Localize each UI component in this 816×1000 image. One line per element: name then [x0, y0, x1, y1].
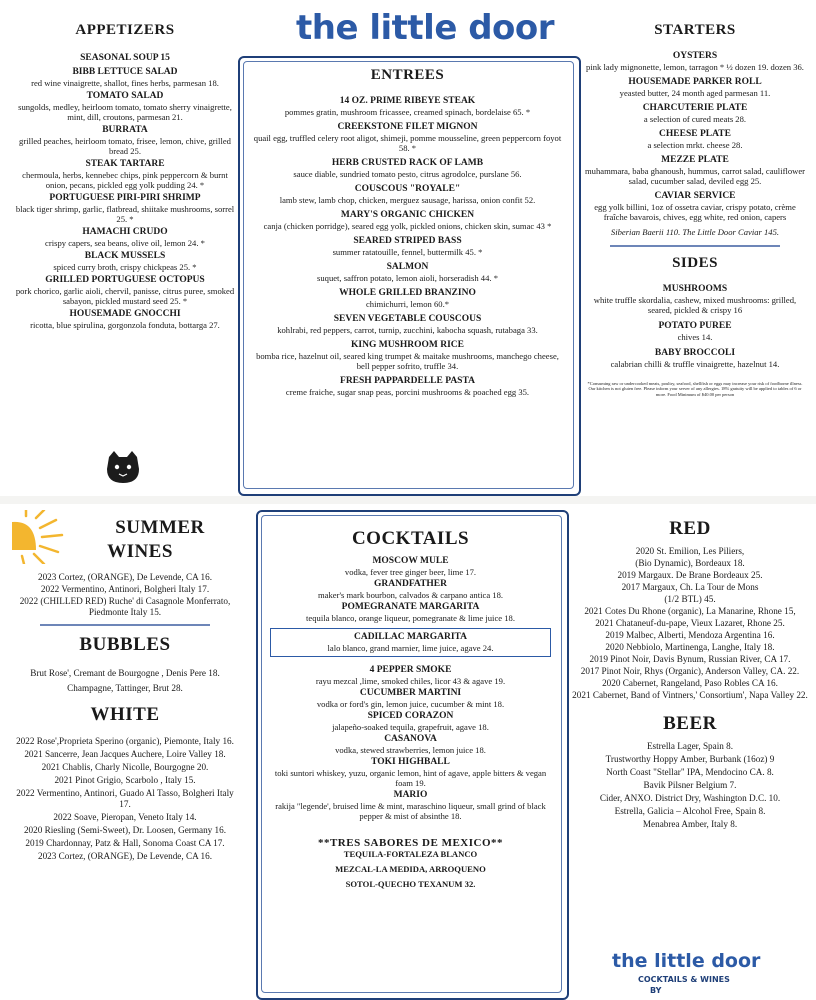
cocktail-item [270, 790, 551, 821]
appetizer-name: TOMATO SALAD [86, 91, 164, 101]
red-wine-item [572, 594, 808, 605]
red-wine-item [572, 570, 808, 581]
appetizer-desc: red wine vinaigrette, shallot, fines herbs, parmesan 18. [31, 78, 219, 88]
summer-wine-item [14, 584, 236, 595]
featured-cocktail-box [270, 628, 551, 657]
appetizer-name: STEAK TARTARE [85, 159, 165, 169]
appetizers-column [14, 22, 236, 333]
starter-item [584, 51, 806, 72]
featured-cocktail-name: CADILLAC MARGARITA [353, 632, 468, 642]
entree-name: COUSCOUS "ROYALE" [354, 184, 461, 194]
summer-wine-line: 2022 (CHILLED RED) Ruche' di Casagnole Monferrato, Piedmonte Italy 15. [19, 596, 231, 617]
beer-item [572, 806, 808, 817]
entree-desc: kohlrabi, red peppers, carrot, turnip, zucchini, kabocha squash, rutabaga 33. [277, 325, 538, 335]
wine-column [14, 516, 236, 864]
white-wine-item [14, 825, 236, 836]
entree-item [250, 210, 565, 231]
entree-name: SEARED STRIPED BASS [353, 236, 462, 246]
beer-line: Menabrea Amber, Italy 8. [642, 819, 738, 829]
red-wine-line: (1/2 BTL) 45. [664, 594, 716, 604]
beer-item [572, 819, 808, 830]
starter-item [584, 77, 806, 98]
starter-name: HOUSEMADE PARKER ROLL [628, 77, 762, 87]
starter-name: OYSTERS [672, 51, 718, 61]
beer-line: Trustworthy Hoppy Amber, Burbank (16oz) 9 [605, 754, 775, 764]
starter-item [584, 155, 806, 186]
cocktail-desc: maker's mark bourbon, calvados & carpano antica 18. [317, 590, 504, 600]
cocktail-name: CASANOVA [384, 734, 437, 744]
restaurant-logo: the little door [296, 8, 555, 48]
white-wine-line: 2021 Chablis, Charly Nicolle, Bourgogne 20. [41, 762, 209, 772]
side-item [584, 348, 806, 369]
entree-item [250, 236, 565, 257]
bubbles-wine-item [14, 683, 236, 694]
cat-icon [104, 449, 142, 485]
starter-desc: Siberian Baerii 110. The Little Door Caviar 145. [610, 227, 780, 237]
starter-item [584, 227, 806, 237]
appetizer-name: SEASONAL SOUP 15 [80, 53, 170, 63]
red-wine-item [572, 678, 808, 689]
entrees-column [250, 67, 565, 402]
tres-sabores-item [270, 879, 551, 889]
cocktail-item [270, 688, 551, 709]
cocktail-desc: rayu mezcal ,lime, smoked chiles, licor 43 & agave 19. [315, 676, 506, 686]
starter-name: CHARCUTERIE PLATE [642, 103, 748, 113]
red-wine-item [572, 666, 808, 677]
beer-line: Estrella Lager, Spain 8. [646, 741, 734, 751]
appetizer-item [14, 275, 236, 306]
summer-wines-title-1: SUMMER [115, 517, 205, 538]
beer-line: Cider, ANXO. District Dry, Washington D.C. 10. [599, 793, 781, 803]
red-wine-line: 2017 Pinot Noir, Rhys (Organic), Anderson Valley, CA. 22. [580, 666, 800, 676]
entree-name: FRESH PAPPARDELLE PASTA [340, 376, 475, 386]
red-wine-line: (Bio Dynamic), Bordeaux 18. [635, 558, 745, 568]
appetizer-desc: grilled peaches, heirloom tomato, frisee, lemon, chive, grilled bread 25. [19, 136, 231, 156]
entree-item [250, 122, 565, 153]
appetizer-name: HOUSEMADE GNOCCHI [69, 309, 181, 319]
starter-item [584, 129, 806, 150]
beer-line: Estrella, Galicia – Alcohol Free, Spain 8. [614, 806, 766, 816]
tres-sabores-line: TEQUILA-FORTALEZA BLANCO [343, 849, 478, 859]
summer-wine-item [14, 596, 236, 618]
appetizer-name: BLACK MUSSELS [84, 251, 166, 261]
white-wine-line: 2019 Chardonnay, Patz & Hall, Sonoma Coast CA 17. [25, 838, 225, 848]
bottom-logo-subtitle: COCKTAILS & WINES [638, 975, 730, 984]
bubbles-wine-item [14, 668, 236, 679]
side-name: POTATO PUREE [658, 321, 732, 331]
cocktails-column [270, 528, 551, 894]
bubbles-wine-line: Brut Rose', Cremant de Bourgogne , Denis Pere 18. [30, 668, 220, 678]
starter-desc: egg yolk billini, 1oz of ossetra caviar, crispy potato, crème fraîche bavarois, chives, egg white, red onion, capers [594, 202, 796, 222]
appetizer-name: BIBB LETTUCE SALAD [72, 67, 178, 77]
beer-item [572, 780, 808, 791]
appetizer-item [14, 53, 236, 64]
starter-name: MEZZE PLATE [661, 155, 729, 165]
side-desc: white truffle skordalia, cashew, mixed mushrooms: grilled, seared, pickled & crispy 16 [593, 295, 797, 315]
entree-desc: suquet, saffron potato, lemon aioli, horseradish 44. * [317, 273, 498, 283]
appetizers-title: APPETIZERS [75, 22, 175, 38]
red-wine-line: 2020 Cabernet, Rangeland, Paso Robles CA 16. [602, 678, 778, 688]
tres-sabores-item [270, 849, 551, 859]
cocktail-name: MOSCOW MULE [372, 556, 449, 566]
starters-title: STARTERS [654, 22, 736, 38]
cocktail-name: POMEGRANATE MARGARITA [341, 602, 480, 612]
entree-desc: canja (chicken porridge), seared egg yolk, pickled onions, chicken skin, sumac 43 * [263, 221, 552, 231]
starter-desc: muhammara, baba ghanoush, hummus, carrot salad, cauliflower salad, cucumber salad, deviled egg 25. [584, 166, 806, 186]
white-wine-item [14, 749, 236, 760]
divider [40, 624, 210, 626]
appetizer-item [14, 227, 236, 248]
cocktail-desc: tequila blanco, orange liqueur, pomegranate & lime juice 18. [306, 613, 515, 623]
side-desc: chives 14. [677, 332, 713, 342]
white-wine-item [14, 851, 236, 862]
red-wine-item [572, 558, 808, 569]
white-wine-line: 2020 Riesling (Semi-Sweet), Dr. Loosen, Germany 16. [23, 825, 227, 835]
featured-cocktail-desc: lalo blanco, grand marnier, lime juice, agave 24. [327, 643, 494, 653]
entree-desc: sauce diable, sundried tomato pesto, citrus agrodolce, purslane 56. [293, 169, 522, 179]
cocktail-item [270, 711, 551, 732]
appetizer-item [14, 67, 236, 88]
bottom-logo: the little door [612, 950, 761, 972]
red-wine-item [572, 630, 808, 641]
beer-line: North Coast "Stellar" IPA, Mendocino CA. 8. [606, 767, 774, 777]
bubbles-title: BUBBLES [79, 634, 171, 655]
white-wine-line: 2021 Sancerre, Jean Jacques Auchere, Loire Valley 18. [24, 749, 226, 759]
cocktail-name: GRANDFATHER [373, 579, 447, 589]
red-wine-item [572, 546, 808, 557]
red-wine-line: 2019 Malbec, Alberti, Mendoza Argentina 16. [605, 630, 775, 640]
allergy-notice: *Consuming raw or undercooked meats, poultry, seafood, shellfish or eggs may increase your risk of foodborne illness. Our kitchen is not gluten free. Please inform your server of any allergies. 18% gratuity will be applied to tables of 6 or more. Food Minimum of $40.00 per person [587, 381, 803, 397]
entree-desc: pommes gratin, mushroom fricassee, creamed spinach, bordelaise 65. * [284, 107, 531, 117]
red-wine-item [572, 690, 808, 701]
appetizer-desc: sungolds, medley, heirloom tomato, tomato sherry vinaigrette, mint, dill, croutons, parmesan 21. [18, 102, 232, 122]
red-wine-line: 2020 Nebbiolo, Martinenga, Langhe, Italy 18. [605, 642, 775, 652]
beer-item [572, 741, 808, 752]
entree-name: WHOLE GRILLED BRANZINO [339, 288, 476, 298]
white-wine-line: 2022 Rose',Proprieta Sperino (organic), Piemonte, Italy 16. [16, 736, 234, 746]
bottom-logo-by: BY [650, 986, 662, 995]
appetizer-name: BURRATA [102, 125, 148, 135]
red-wine-line: 2021 Cotes Du Rhone (organic), La Manarine, Rhone 15, [584, 606, 796, 616]
summer-wines-title-2: WINES [107, 541, 173, 562]
starter-name: CAVIAR SERVICE [654, 191, 736, 201]
red-wine-line: 2019 Margaux. De Brane Bordeaux 25. [617, 570, 763, 580]
cocktail-item [270, 757, 551, 788]
cocktail-name: CUCUMBER MARTINI [359, 688, 462, 698]
side-item [584, 321, 806, 342]
red-wine-line: 2021 Cabernet, Band of Vintners,' Consortium', Napa Valley 22. [572, 690, 808, 700]
beer-item [572, 754, 808, 765]
entree-name: KING MUSHROOM RICE [351, 340, 464, 350]
entree-name: CREEKSTONE FILET MIGNON [337, 122, 478, 132]
white-wine-line: 2022 Vermentino, Antinori, Guado Al Tasso, Bolgheri Italy 17. [16, 788, 234, 809]
entree-item [250, 288, 565, 309]
tres-sabores-item [270, 864, 551, 874]
appetizer-item [14, 91, 236, 122]
white-wine-item [14, 788, 236, 810]
entree-item [250, 158, 565, 179]
entree-item [250, 314, 565, 335]
red-wine-item [572, 654, 808, 665]
starter-item [584, 103, 806, 124]
appetizer-name: HAMACHI CRUDO [82, 227, 168, 237]
tres-sabores-title: **TRES SABORES DE MEXICO** [317, 837, 504, 849]
tres-sabores-line: SOTOL-QUECHO TEXANUM 32. [345, 879, 476, 889]
tres-sabores-line: MEZCAL-LA MEDIDA, ARROQUENO [335, 864, 486, 874]
entree-name: SALMON [386, 262, 429, 272]
white-wine-line: 2022 Soave, Pieropan, Veneto Italy 14. [53, 812, 197, 822]
side-name: MUSHROOMS [662, 284, 728, 294]
side-item [584, 284, 806, 315]
appetizer-item [14, 309, 236, 330]
white-wine-item [14, 812, 236, 823]
side-name: BABY BROCCOLI [654, 348, 736, 358]
food-menu-page [0, 0, 816, 496]
white-wine-item [14, 775, 236, 786]
entree-item [250, 340, 565, 371]
starter-item [584, 191, 806, 222]
cocktail-name: SPICED CORAZON [367, 711, 454, 721]
bubbles-wine-line: Champagne, Tattinger, Brut 28. [67, 683, 183, 693]
cocktail-item [270, 665, 551, 686]
entree-desc: lamb stew, lamb chop, chicken, merguez sausage, harissa, onion confit 52. [279, 195, 536, 205]
entree-desc: chimichurri, lemon 60.* [365, 299, 450, 309]
red-wine-line: 2017 Margaux, Ch. La Tour de Mons [621, 582, 759, 592]
white-wine-item [14, 762, 236, 773]
white-wine-item [14, 736, 236, 747]
appetizer-name: GRILLED PORTUGUESE OCTOPUS [45, 275, 205, 285]
cocktail-desc: vodka, stewed strawberries, lemon juice 18. [335, 745, 486, 755]
drinks-menu-page [0, 504, 816, 1000]
summer-wine-line: 2022 Vermentino, Antinori, Bolgheri Italy 17. [40, 584, 210, 594]
cocktail-item [270, 602, 551, 623]
entree-name: 14 OZ. PRIME RIBEYE STEAK [339, 96, 476, 106]
cocktail-desc: rakija "legende', bruised lime & mint, maraschino liqueur, small grind of black pepper & mist of absinthe 18. [275, 801, 546, 821]
white-title: WHITE [90, 704, 160, 725]
appetizer-desc: spiced curry broth, crispy chickpeas 25. * [53, 262, 197, 272]
red-wine-item [572, 618, 808, 629]
sides-title: SIDES [672, 255, 718, 271]
red-title: RED [669, 518, 711, 539]
beer-line: Bavik Pilsner Belgium 7. [643, 780, 737, 790]
entree-item [250, 96, 565, 117]
entree-name: SEVEN VEGETABLE COUSCOUS [333, 314, 482, 324]
entree-desc: creme fraiche, sugar snap peas, porcini mushrooms & poached egg 35. [285, 387, 530, 397]
white-wine-line: 2021 Pinot Grigio, Scarbolo , Italy 15. [54, 775, 196, 785]
starter-desc: pink lady mignonette, lemon, tarragon * ½ dozen 19. dozen 36. [586, 62, 804, 72]
beer-title: BEER [663, 713, 717, 734]
entree-item [250, 262, 565, 283]
appetizer-desc: crispy capers, sea beans, olive oil, lemon 24. * [45, 238, 205, 248]
appetizer-desc: chermoula, herbs, kennebec chips, pink peppercorn & burnt onion, pecans, pickled egg yolk pudding 24. * [22, 170, 228, 190]
red-wine-item [572, 606, 808, 617]
appetizer-desc: black tiger shrimp, garlic, flatbread, shiitake mushrooms, sorrel 25. * [15, 204, 235, 224]
red-wine-item [572, 582, 808, 593]
entree-desc: summer ratatouille, fennel, buttermilk 45. * [332, 247, 483, 257]
cocktail-name: MARIO [393, 790, 428, 800]
entrees-title: ENTREES [370, 67, 445, 83]
starter-name: CHEESE PLATE [659, 129, 731, 139]
entree-item [250, 184, 565, 205]
divider [610, 245, 780, 247]
entree-item [250, 376, 565, 397]
appetizer-item [14, 125, 236, 156]
entree-desc: quail egg, truffled celery root aligot, shimeji, pomme mousseline, green peppercorn foyot 58. * [253, 133, 562, 153]
appetizer-item [14, 251, 236, 272]
summer-wine-item [14, 572, 236, 583]
cocktail-item [270, 579, 551, 600]
appetizer-desc: pork chorico, garlic aioli, chervil, panisse, citrus puree, smoked sabayon, pickled mustard seed 25. * [15, 286, 235, 306]
starter-desc: a selection mrkt. cheese 28. [647, 140, 743, 150]
cocktails-title: COCKTAILS [351, 528, 470, 549]
beer-item [572, 793, 808, 804]
red-wine-line: 2021 Chataneuf-du-pape, Vieux Lazaret, Rhone 25. [595, 618, 785, 628]
summer-wine-line: 2023 Cortez, (ORANGE), De Levende, CA 16. [37, 572, 212, 582]
appetizer-item [14, 193, 236, 224]
cocktail-item [270, 556, 551, 577]
red-wine-line: 2020 St. Emilion, Les Piliers, [635, 546, 745, 556]
red-wine-item [572, 642, 808, 653]
cocktail-item [270, 734, 551, 755]
starters-column [584, 22, 806, 397]
cocktail-desc: vodka or ford's gin, lemon juice, cucumber & mint 18. [316, 699, 505, 709]
starter-desc: a selection of cured meats 28. [643, 114, 747, 124]
entree-desc: bomba rice, hazelnut oil, seared king trumpet & maitake mushrooms, manchego cheese, bell pepper sofrito, truffle 34. [256, 351, 559, 371]
side-desc: calabrian chilli & truffle vinaigrette, hazelnut 14. [610, 359, 780, 369]
beer-item [572, 767, 808, 778]
red-wine-line: 2019 Pinot Noir, Davis Bynum, Russian River, CA 17. [589, 654, 791, 664]
red-beer-column [572, 518, 808, 832]
cocktail-desc: vodka, fever tree ginger beer, lime 17. [344, 567, 477, 577]
appetizer-item [14, 159, 236, 190]
white-wine-line: 2023 Cortez, (ORANGE), De Levende, CA 16. [37, 851, 212, 861]
cocktail-desc: jalapeño-soaked tequila, grapefruit, agave 18. [332, 722, 489, 732]
cocktail-desc: toki suntori whiskey, yuzu, organic lemon, hint of agave, apple bitters & vegan foam 19. [274, 768, 547, 788]
appetizer-desc: ricotta, blue spirulina, gorgonzola fonduta, bottarga 27. [30, 320, 220, 330]
starter-desc: yeasted butter, 24 month aged parmesan 11. [619, 88, 771, 98]
appetizer-name: PORTUGUESE PIRI-PIRI SHRIMP [49, 193, 201, 203]
entree-name: MARY'S ORGANIC CHICKEN [340, 210, 475, 220]
cocktail-name: 4 PEPPER SMOKE [369, 665, 452, 675]
white-wine-item [14, 838, 236, 849]
entree-name: HERB CRUSTED RACK OF LAMB [331, 158, 484, 168]
cocktail-name: TOKI HIGHBALL [371, 757, 450, 767]
